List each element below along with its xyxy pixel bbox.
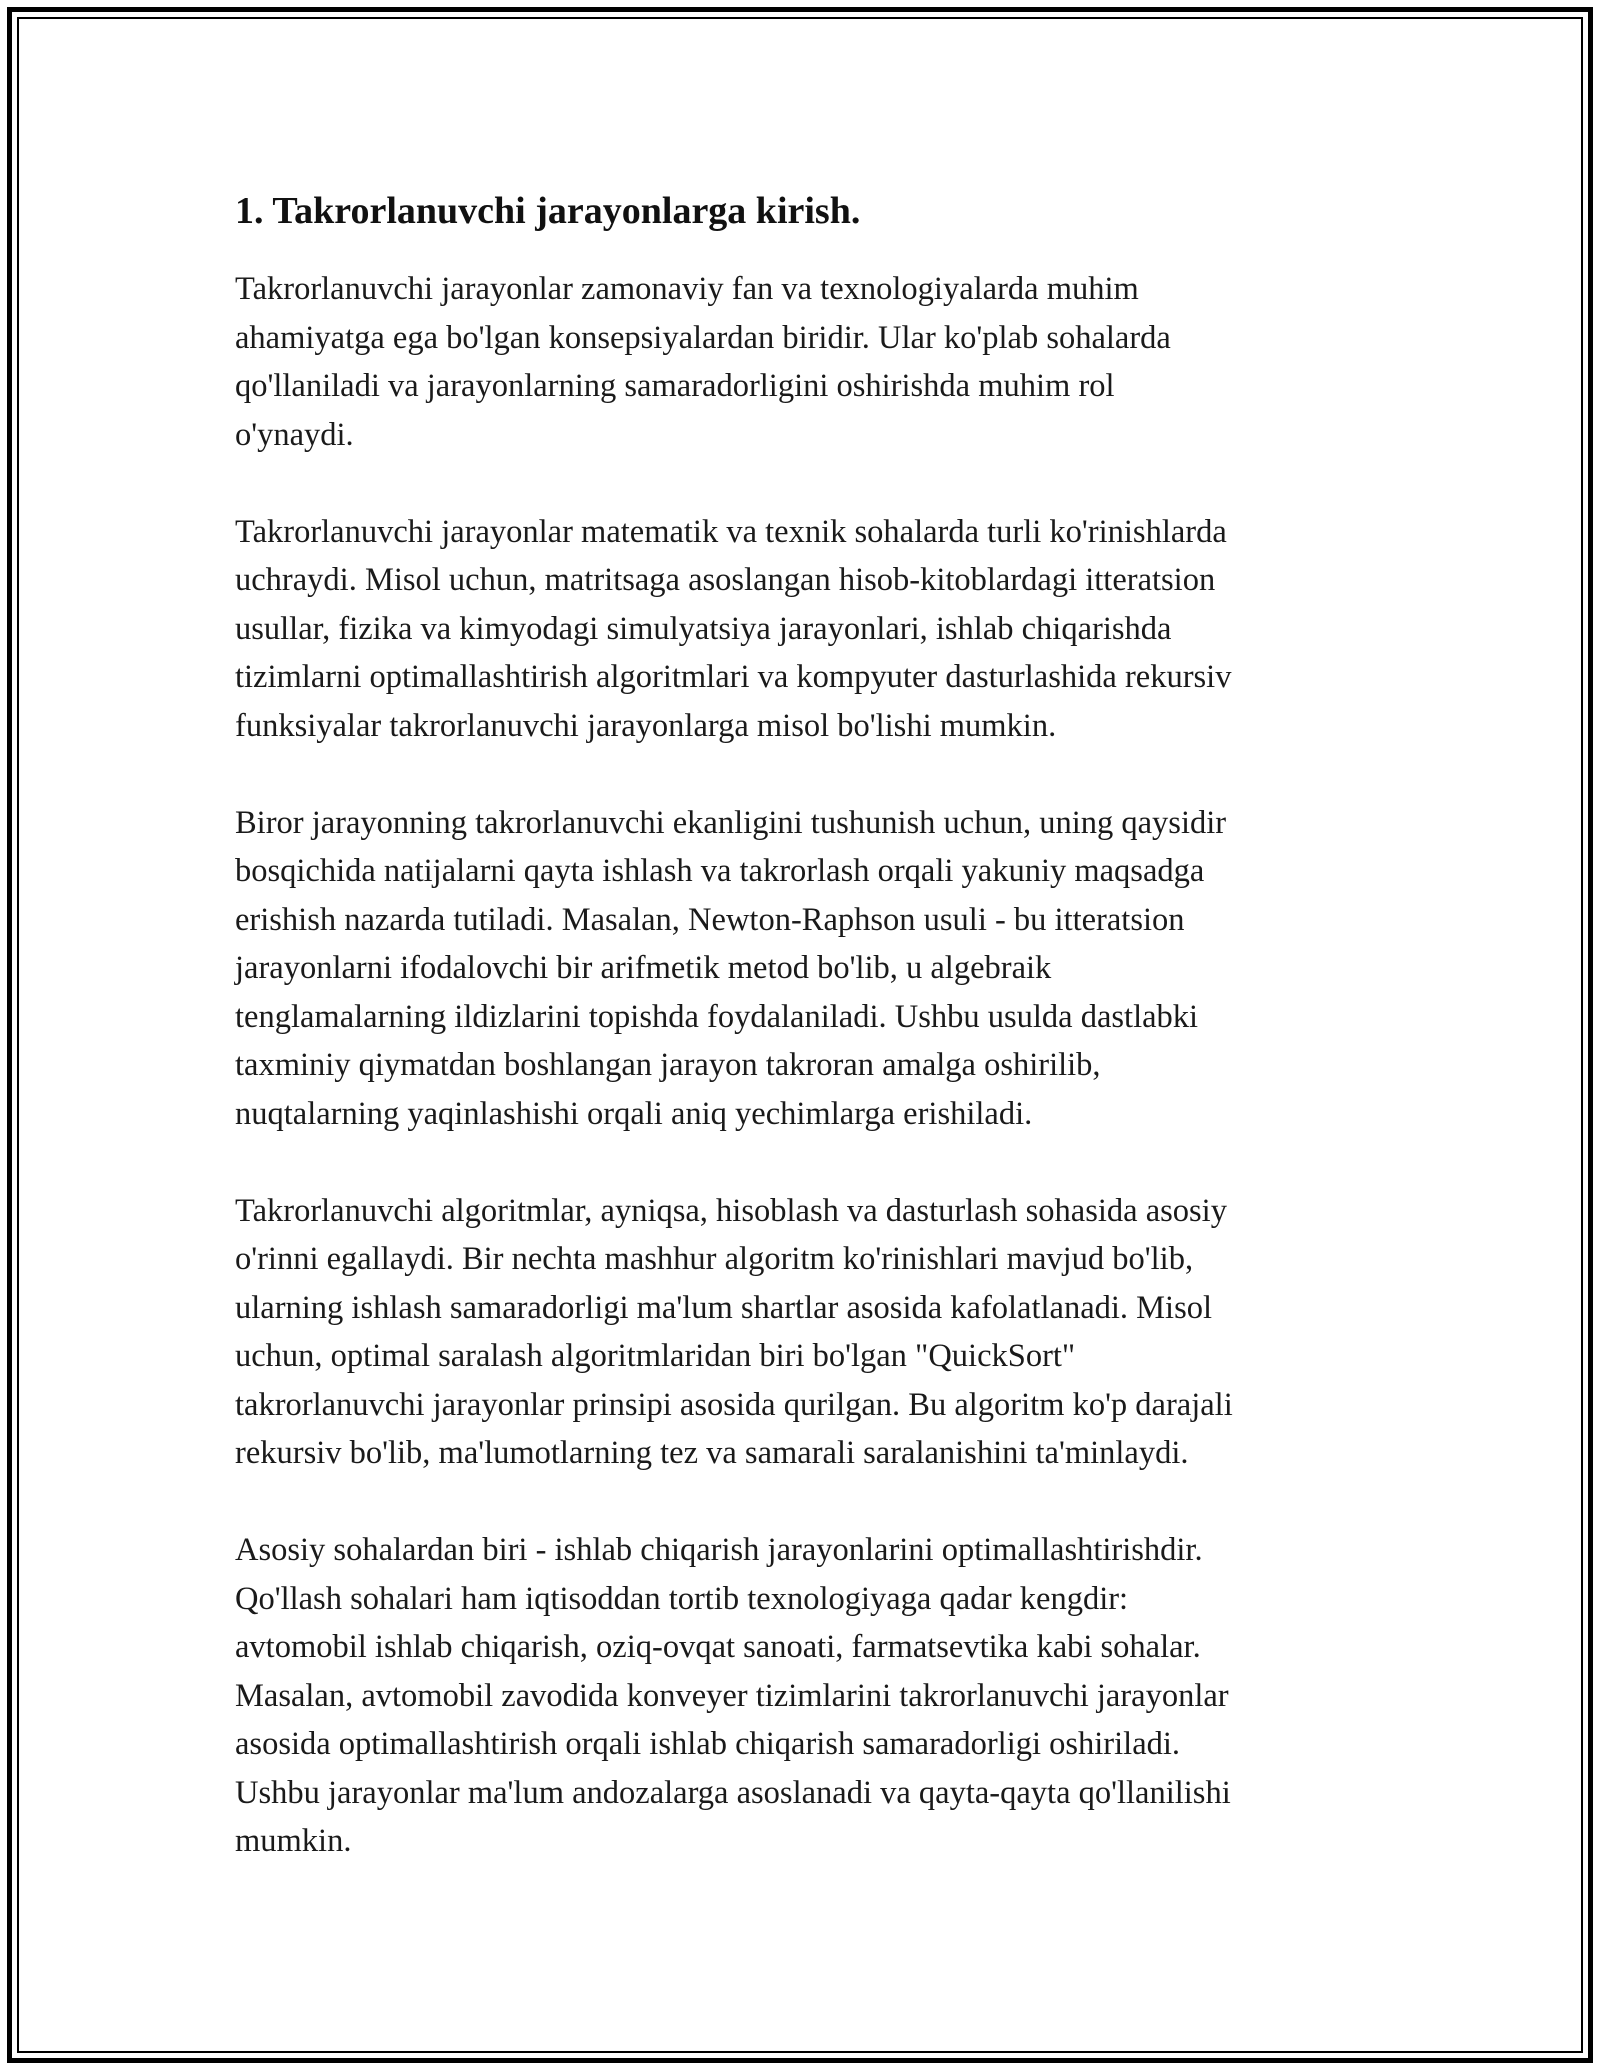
paragraph-intro: Takrorlanuvchi jarayonlar zamonaviy fan va texnologiyalarda muhim ahamiyatga ega bo'lgan konsepsiyalardan biridir. Ular ko'plab sohalarda qo'llaniladi va jarayonlarning samaradorligini oshirishda muhim rol o'ynaydi. — [235, 271, 1171, 453]
paragraph-newton-raphson: Biror jarayonning takrorlanuvchi ekanligini tushunish uchun, uning qaysidir bosqichida natijalarni qayta ishlash va takrorlash orqali yakuniy maqsadga erishish nazarda tutiladi. Masalan, Newton-Raphson usuli - bu itteratsion jarayonlarni ifodalovchi bir arifmetik metod bo'lib, u algebraik tenglamalarning ildizlarini topishda foydalaniladi. Ushbu usulda dastlabki taxminiy qiymatdan boshlangan jarayon takroran amalga oshirilib, nuqtalarning yaqinlashishi orqali aniq yechimlarga erishiladi. — [235, 804, 1227, 1132]
document-body — [235, 186, 1375, 1914]
paragraph-examples: Takrorlanuvchi jarayonlar matematik va texnik sohalarda turli ko'rinishlarda uchraydi. Misol uchun, matritsaga asoslangan hisob-kitoblardagi itteratsion usullar, fizika va kimyodagi simulyatsiya jarayonlari, ishlab chiqarishda tizimlarni optimallashtirish algoritmlari va kompyuter dasturlashida rekursiv funksiyalar takrorlanuvchi jarayonlarga misol bo'lishi mumkin. — [235, 513, 1232, 744]
section-heading: 1. Takrorlanuvchi jarayonlarga kirish. — [235, 190, 861, 232]
paragraph-applications: Asosiy sohalardan biri - ishlab chiqarish jarayonlarini optimallashtirishdir. Qo'llash sohalari ham iqtisoddan tortib texnologiyaga qadar kengdir: avtomobil ishlab chiqarish, oziq-ovqat sanoati, farmatsevtika kabi sohalar. Masalan, avtomobil zavodida konveyer tizimlarini takrorlanuvchi jarayonlar asosida optimallashtirish orqali ishlab chiqarish samaradorligi oshiriladi. Ushbu jarayonlar ma'lum andozalarga asoslanadi va qayta-qayta qo'llanilishi mumkin. — [235, 1532, 1231, 1859]
paragraph-algorithms: Takrorlanuvchi algoritmlar, ayniqsa, hisoblash va dasturlash sohasida asosiy o'rinni egallaydi. Bir nechta mashhur algoritm ko'rinishlari mavjud bo'lib, ularning ishlash samaradorligi ma'lum shartlar asosida kafolatlanadi. Misol uchun, optimal saralash algoritmlaridan biri bo'lgan "QuickSort" takrorlanuvchi jarayonlar prinsipi asosida qurilgan. Bu algoritm ko'p darajali rekursiv bo'lib, ma'lumotlarning tez va samarali saralanishini ta'minlaydi. — [235, 1192, 1233, 1471]
